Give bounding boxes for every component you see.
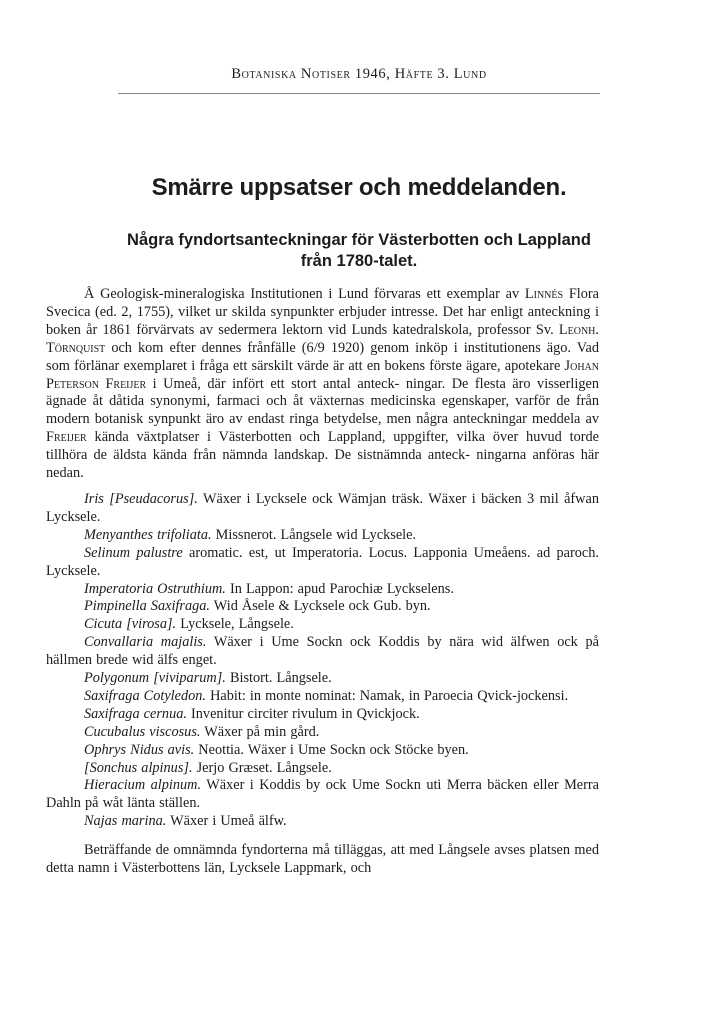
species-entry: [46, 777, 599, 813]
intro-text: äro av endast ringa betydelse, men några anteckningar meddela av: [205, 411, 599, 428]
intro-text: i Umeå, där infört ett stort antal anteck-: [146, 375, 400, 392]
species-entry: [46, 724, 599, 742]
article-body: [46, 286, 599, 878]
species-note: Wäxer i Ume Sockn ock Koddis by nära wid älfwen: [206, 634, 550, 651]
species-note: jockensi.: [516, 687, 569, 704]
species-entry: [46, 742, 599, 760]
species-entry: [46, 670, 599, 688]
running-head: [0, 64, 718, 84]
species-name: Iris [Pseudacorus].: [84, 490, 198, 507]
species-entry: [46, 616, 599, 634]
species-note: Lycksele, Långsele.: [176, 616, 294, 633]
intro-text: Flora Svecica (ed. 2, 1755), vilket ur skilda synpunkter erbjuder: [46, 286, 599, 320]
intro-text: och kom: [105, 339, 164, 356]
article-title-line-1: Några fyndortsanteckningar för Västerbotten och Lappland: [127, 231, 591, 249]
article-title-line-2: från 1780-talet.: [300, 252, 418, 270]
species-entry: [46, 760, 599, 778]
species-name: Polygonum [viviparum].: [84, 670, 226, 687]
intro-text: Å Geologisk-mineralogiska Institutionen i Lund förvaras ett exemplar av: [84, 286, 520, 302]
species-entry: [46, 598, 599, 616]
person-freijer: Johan Peterson Freijer: [46, 357, 599, 392]
species-name: Selinum palustre: [84, 544, 183, 561]
person-freijer: Freijer: [46, 429, 87, 446]
species-note: Jerjo Græset. Långsele.: [192, 759, 332, 776]
species-note: Habit: in monte nominat: Namak, in Paroecia Qvick-: [206, 687, 517, 704]
species-name: [Sonchus alpinus].: [84, 759, 193, 776]
species-list: [46, 491, 599, 831]
spacer: [46, 483, 599, 491]
species-name: Ophrys Nidus avis.: [84, 741, 195, 758]
species-note: Wid Åsele & Lycksele ock Gub. byn.: [209, 598, 431, 615]
intro-paragraph: [46, 286, 599, 483]
journal-place: Lund: [453, 66, 487, 82]
species-name: Cucubalus viscosus.: [84, 723, 201, 740]
intro-text: ningar. De flesta äro visserligen ägnade åt dåtida synonymi, farmaci och åt: [46, 375, 599, 410]
closing-text: Beträffande de omnämnda fyndorterna må tilläggas, att med Långsele: [84, 842, 490, 859]
species-note: Wäxer i Lycksele ock Wämjan träsk. Wäxer i bäcken: [197, 490, 522, 507]
species-note: ad paroch. Lycksele.: [46, 544, 599, 579]
spacer: [46, 831, 599, 842]
intro-text: efter dennes frånfälle (6/9 1920) genom inköp i institutionens ägo. Vad som: [46, 339, 599, 374]
species-name: Menyanthes trifoliata.: [84, 526, 212, 543]
species-note: In Lappon: apud Parochiæ Lyckselens.: [225, 580, 454, 597]
section-title: Smärre uppsatser och meddelanden.: [151, 174, 567, 201]
species-name: Pimpinella Saxifraga.: [84, 598, 210, 615]
journal-name: Botaniska Notiser: [231, 66, 351, 82]
species-note: Invenitur circiter rivulum in Qvickjock.: [186, 705, 420, 722]
species-note: ock på hällmen brede wid älfs enget.: [46, 634, 599, 669]
species-note: aromatic. est, ut Imperatoria. Locus. Lapponia Umeåens.: [182, 544, 531, 561]
species-name: Convallaria majalis.: [84, 634, 207, 651]
article-title: [90, 230, 628, 272]
species-note: bäcken eller Merra Dahln på wåt länta ställen.: [46, 777, 599, 812]
species-note: Bistort. Långsele.: [225, 670, 332, 687]
closing-text: avses platsen med detta namn i Västerbottens län, Lycksele Lappmark, och: [46, 842, 599, 877]
species-name: Najas marina.: [84, 813, 167, 830]
species-entry: [46, 688, 599, 706]
intro-text: växternas medicinska egenskaper, varför de från modern botanisk synpunkt: [46, 393, 599, 428]
journal-issue: Häfte 3.: [394, 66, 450, 82]
species-entry: [46, 706, 599, 724]
species-entry: [46, 813, 599, 831]
species-name: Imperatoria Ostruthium.: [84, 580, 226, 597]
species-note: Missnerot. Långsele wid Lycksele.: [211, 526, 417, 543]
person-tornquist: Leonh. Törnquist: [46, 321, 599, 356]
species-name: Saxifraga cernua.: [84, 705, 187, 722]
intro-text: apotekare: [504, 357, 565, 374]
species-entry: [46, 527, 599, 545]
species-note: Neottia. Wäxer i Ume Sockn ock Stöcke byen.: [194, 741, 469, 758]
species-note: Wäxer på min gård.: [200, 723, 320, 740]
species-name: Saxifraga Cotyledon.: [84, 687, 207, 704]
species-entry: [46, 581, 599, 599]
species-note: Wäxer i Umeå älfw.: [166, 813, 287, 830]
author-linne: Linnés: [524, 286, 564, 302]
species-entry: [46, 545, 599, 581]
intro-text: torde tillhöra de äldsta kända från nämnda landskap. De sistnämnda anteck-: [46, 429, 599, 464]
species-entry: [46, 491, 599, 527]
species-note: Wäxer i Koddis by ock Ume Sockn uti Merra: [201, 777, 482, 794]
intro-text: lektorn vid Lunds katedralskola, professor Sv.: [282, 321, 559, 338]
intro-text: kända växtplatser i Västerbotten och Lappland, uppgifter, vilka över huvud: [94, 429, 562, 446]
intro-text: intresse. Det har enligt anteckning i boken år 1861 förvärvats av sedermera: [46, 303, 599, 338]
species-name: Hieracium alpinum.: [84, 777, 202, 794]
species-note: 3 mil åfwan Lycksele.: [46, 490, 600, 525]
closing-paragraph: [46, 842, 599, 878]
intro-text: förlänar exemplaret i fråga ett särskilt värde är att en bokens förste ägare,: [74, 357, 501, 374]
intro-text: ningarna anföras här nedan.: [46, 447, 599, 482]
header-rule: [118, 93, 600, 94]
journal-year: 1946,: [354, 66, 391, 82]
species-name: Cicuta [virosa].: [84, 616, 177, 633]
species-entry: [46, 634, 599, 670]
